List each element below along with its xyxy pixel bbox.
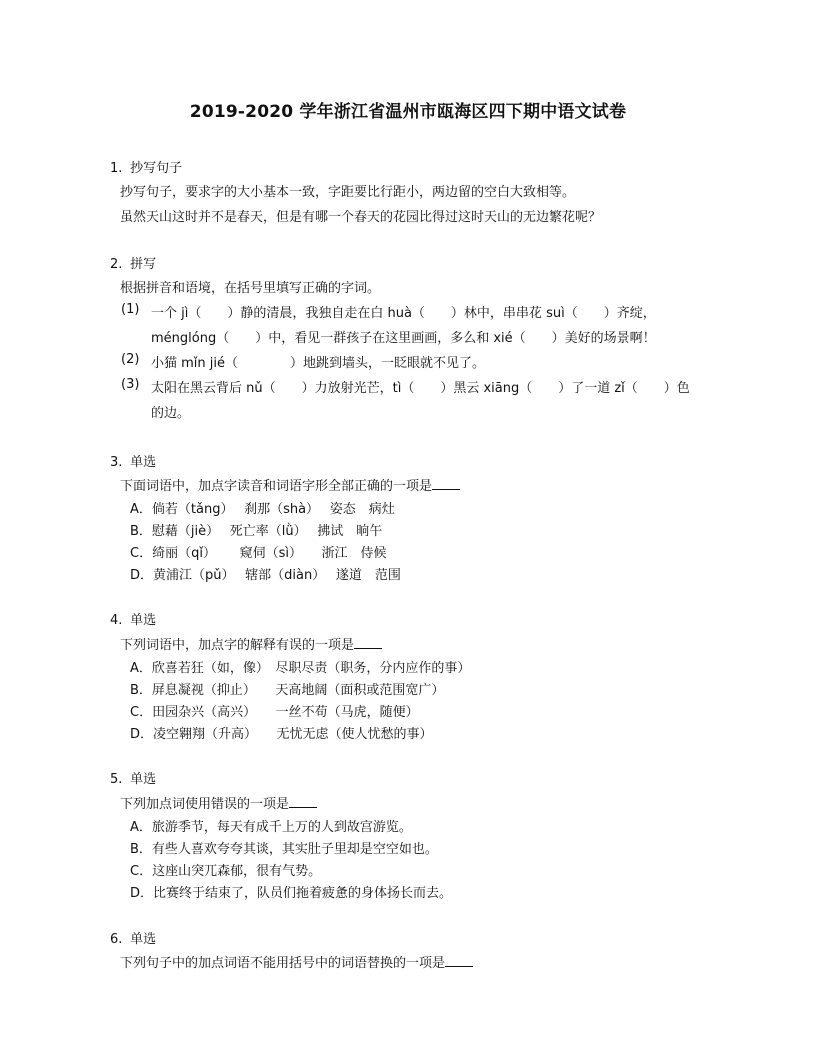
option-c: C．田园杂兴（高兴） 一丝不苟（马虎，随便）: [130, 705, 419, 720]
question-number: 6.: [110, 932, 123, 947]
sub-item-2-line-1: 小猫 mǐn jié（ ）地跳到墙头，一眨眼就不见了。: [151, 356, 486, 371]
question-1-line-1: 抄写句子，要求字的大小基本一致，字距要比行距小，两边留的空白大致相等。: [120, 185, 576, 200]
question-type: 单选: [130, 455, 157, 470]
answer-blank: [432, 478, 460, 490]
option-b: B．有些人喜欢夸夸其谈，其实肚子里却是空空如也。: [130, 842, 438, 857]
sub-item-3-line-2: 的边。: [151, 406, 191, 421]
sub-item-3-line-1: 太阳在黑云背后 nǔ（ ）力放射光芒，tì（ ）黑云 xiāng（ ）了一道 zǐ（ ）色: [151, 381, 690, 396]
question-number: 2.: [110, 257, 123, 272]
option-d: D．凌空翱翔（升高） 无忧无虑（使人忧愁的事）: [130, 727, 433, 742]
question-5-heading: [110, 768, 156, 787]
question-type: 拼写: [130, 257, 157, 272]
option-d: D．比赛终于结束了，队员们拖着疲惫的身体扬长而去。: [130, 886, 453, 901]
question-3-heading: [110, 451, 156, 470]
option-a: A．欣喜若狂（如，像） 尽职尽责（职务，分内应作的事）: [130, 661, 471, 676]
question-type: 抄写句子: [130, 161, 183, 176]
question-6-heading: [110, 928, 156, 947]
sub-item-number: (2): [121, 352, 140, 367]
question-1-heading: [110, 157, 182, 176]
stem-text: 下面词语中，加点字读音和词语字形全部正确的一项是: [120, 479, 433, 494]
option-b: B．慰藉（jiè） 死亡率（lǜ） 拂试 晌午: [130, 524, 383, 539]
question-number: 3.: [110, 455, 123, 470]
option-c: C．绮丽（qǐ） 窥伺（sì） 浙江 侍候: [130, 546, 387, 561]
question-type: 单选: [130, 613, 157, 628]
question-1-line-2: 虽然天山这时并不是春天，但是有哪一个春天的花园比得过这时天山的无边繁花呢？: [120, 210, 602, 225]
page-title: 2019-2020 学年浙江省温州市瓯海区四下期中语文试卷: [189, 102, 627, 122]
question-number: 4.: [110, 613, 123, 628]
answer-blank: [445, 955, 473, 967]
question-type: 单选: [130, 772, 157, 787]
question-5-stem: [120, 793, 317, 812]
question-type: 单选: [130, 932, 157, 947]
answer-blank: [354, 637, 382, 649]
option-a: A．倘若（tǎng） 刹那（shà） 姿态 病灶: [130, 502, 395, 517]
question-6-stem: [120, 952, 473, 971]
stem-text: 下列词语中，加点字的解释有误的一项是: [120, 638, 355, 653]
question-number: 1.: [110, 161, 123, 176]
answer-blank: [289, 796, 317, 808]
sub-item-1-line-1: 一个 jì（ ）静的清晨，我独自走在白 huà（ ）林中，串串花 suì（ ）齐绽，: [151, 306, 656, 321]
question-2-instruction: 根据拼音和语境，在括号里填写正确的字词。: [120, 281, 381, 296]
stem-text: 下列加点词使用错误的一项是: [120, 797, 290, 812]
sub-item-number: (3): [121, 377, 140, 392]
question-2-heading: [110, 253, 156, 272]
option-b: B．屏息凝视（抑止） 天高地阔（面积或范围宽广）: [130, 683, 445, 698]
stem-text: 下列句子中的加点词语不能用括号中的词语替换的一项是: [120, 956, 446, 971]
question-number: 5.: [110, 772, 123, 787]
question-4-stem: [120, 634, 382, 653]
option-c: C．这座山突兀森郁，很有气势。: [130, 864, 322, 879]
question-4-heading: [110, 609, 156, 628]
question-3-stem: [120, 475, 460, 494]
option-a: A．旅游季节，每天有成千上万的人到故宫游览。: [130, 820, 412, 835]
option-d: D．黄浦江（pǔ） 辖部（diàn） 遂道 范围: [130, 568, 401, 583]
sub-item-number: (1): [121, 302, 140, 317]
sub-item-1-line-2: ménglóng（ ）中，看见一群孩子在这里画画，多么和 xié（ ）美好的场景啊！: [151, 331, 656, 346]
